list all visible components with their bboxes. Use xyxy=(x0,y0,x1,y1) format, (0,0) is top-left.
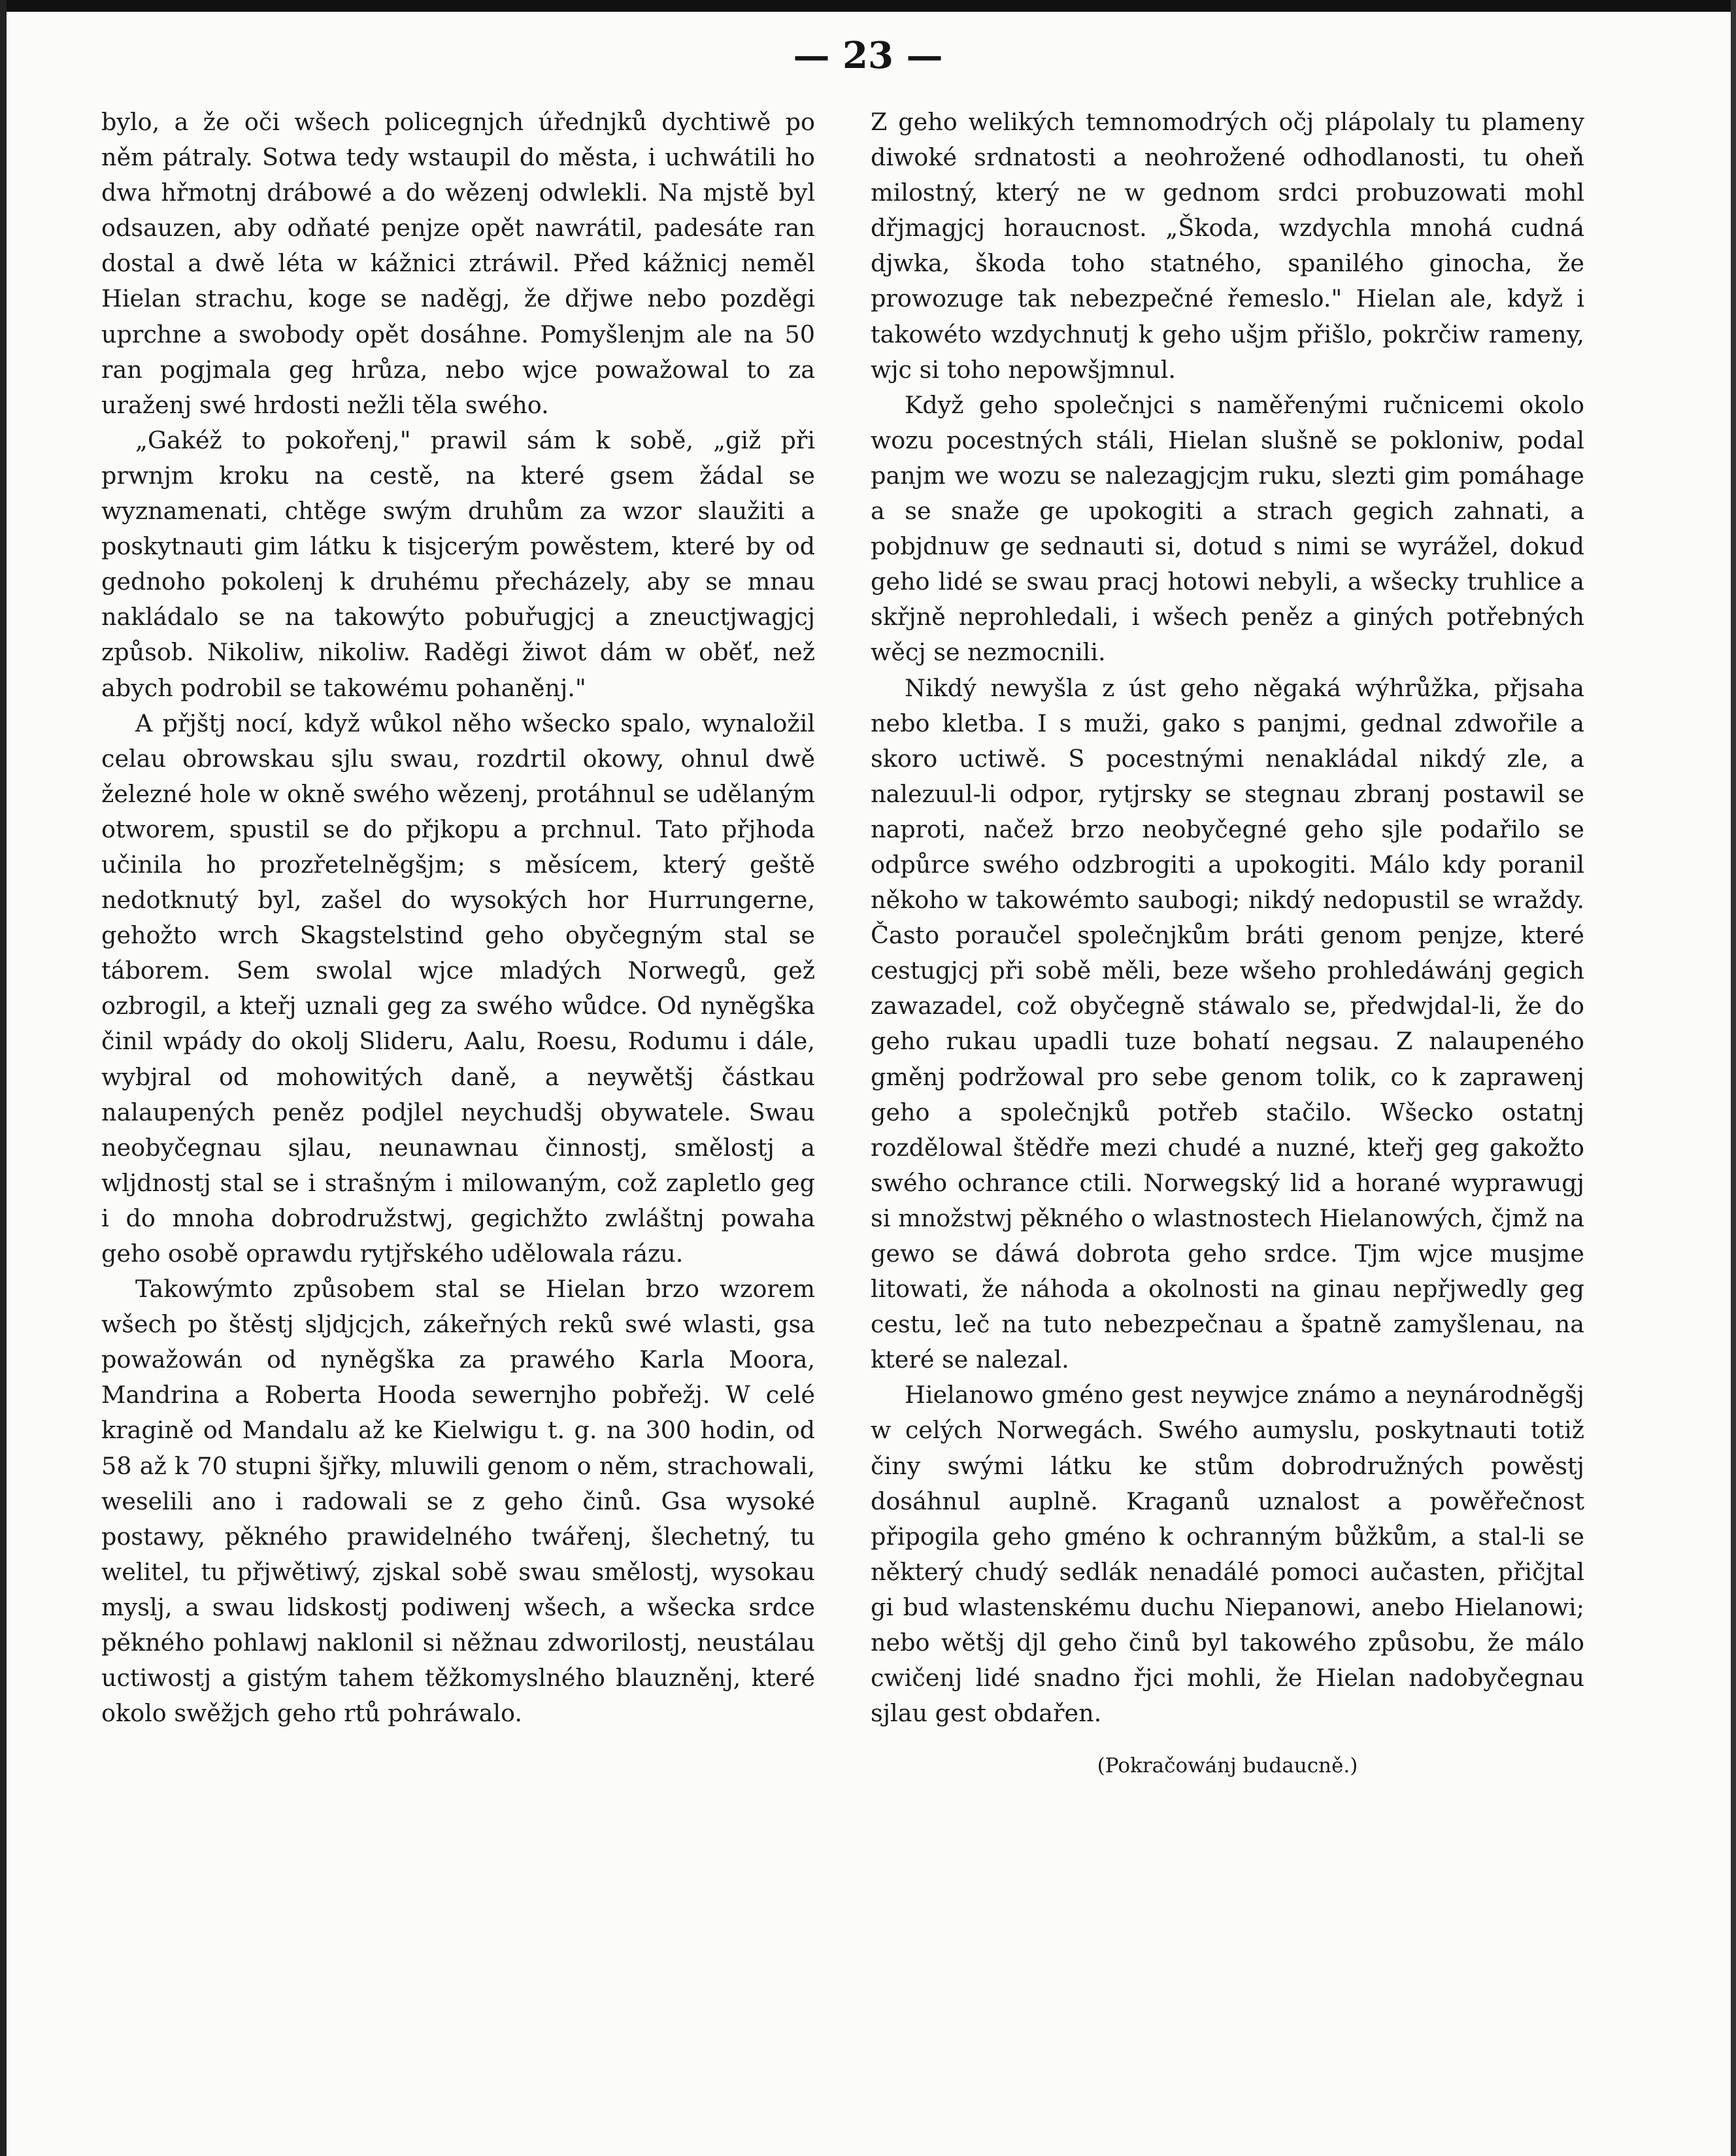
left-column xyxy=(101,105,815,1731)
scan-border-left xyxy=(0,0,7,2156)
paragraph: „Gakéž to pokořenj," prawil sám k sobě, „giž při prwnjm kroku na cestě, na které gsem žádal se wyznamenati, chtěge swým druhům za wzor slaužiti a poskytnauti gim látku k tisjcerým powěstem, které by od gednoho pokolenj k druhému přecházely, aby se mnau nakládalo se na takowýto pobuřugjcj a zneuctjwagjcj způsob. Nikoliw, nikoliw. Raděgi žiwot dám w oběť, než abych podrobil se takowému pohaněnj." xyxy=(101,426,815,702)
scan-border-top xyxy=(0,0,1736,12)
paragraph: A přjštj nocí, když wůkol něho wšecko spalo, wynaložil celau obrowskau sjlu swau, rozdrtil okowy, ohnul dwě železné hole w okně swého wězenj, protáhnul se udělaným otworem, spustil se do přjkopu a prchnul. Tato přjhoda učinila ho prozřetelněgšjm; s měsícem, který geště nedotknutý byl, zašel do wysokých hor Hurrungerne, gehožto wrch Skagstelstind geho obyčegným stal se táborem. Sem swolal wjce mladých Norwegů, gež ozbrogil, a kteřj uznali geg za swého wůdce. Od nyněgška činil wpády do okolj Slideru, Aalu, Roesu, Rodumu i dále, wybjral od mohowitých daně, a neywětšj částkau nalaupených peněz podjlel neychudšj obywatele. Swau neobyčegnau sjlau, neunawnau činnostj, smělostj a wljdnostj stal se i strašným i milowaným, což zapletlo geg i do mnoha dobrodružstwj, gegichžto zwláštnj powaha geho osobě oprawdu rytjřského udělowala rázu. xyxy=(101,709,815,1268)
paragraph: Když geho společnjci s naměřenými ručnicemi okolo wozu pocestných stáli, Hielan slušně se pokloniw, podal panjm we wozu se nalezagjcjm ruku, slezti gim pomáhage a se snaže ge upokogiti a strach gegich zahnati, a pobjdnuw ge sednauti si, dotud s nimi se wyrážel, dokud geho lidé se swau pracj hotowi nebyli, a wšecky truhlice a skřjně neprohledali, i wšech peněz a giných potřebných wěcj se nezmocnili. xyxy=(871,390,1584,667)
paragraph: Hielanowo gméno gest neywjce známo a neynárodněgšj w celých Norwegách. Swého aumyslu, poskytnauti totiž činy swými látku ke stům dobrodružných powěstj dosáhnul auplně. Kraganů uznalost a powěřečnost připogila geho gméno k ochranným bůžkům, a stal-li se některý chudý sedlák nenadálé pomoci aučasten, přičjtal gi bud wlastenskému duchu Niepanowi, anebo Hielanowi; nebo wětšj djl geho činů byl takowého způsobu, že málo cwičenj lidé snadno řjci mohli, že Hielan nadobyčegnau sjlau gest obdařen. xyxy=(871,1381,1584,1728)
page-number: — 23 — xyxy=(793,34,943,77)
paragraph: Takowýmto způsobem stal se Hielan brzo wzorem wšech po štěstj sljdjcjch, zákeřných reků swé wlasti, gsa powažowán od nyněgška za prawého Karla Moora, Mandrina a Roberta Hooda sewernjho pobřežj. W celé kragině od Mandalu až ke Kielwigu t. g. na 300 hodin, od 58 až k 70 stupni šjřky, mluwili genom o něm, strachowali, weselili ano i radowali se z geho činů. Gsa wysoké postawy, pěkného prawidelného twářenj, šlechetný, tu welitel, tu přjwětiwý, zjskal sobě swau smělostj, wysokau myslj, a swau lidskostj podiwenj wšech, a wšecka srdce pěkného pohlawj naklonil si něžnau zdworilostj, neustálau uctiwostj a gistým tahem těžkomyslného blauzněnj, které okolo swěžjch geho rtů pohráwalo. xyxy=(101,1275,815,1728)
paragraph: Nikdý newyšla z úst geho něgaká wýhrůžka, přjsaha nebo kletba. I s muži, gako s panjmi, gednal zdwořile a skoro uctiwě. S pocestnými nenakládal nikdý zle, a nalezuul-li odpor, rytjrsky se stegnau zbranj postawil se naproti, načež brzo neobyčegné geho sjle podařilo se odpůrce swého odzbrogiti a upokogiti. Málo kdy poranil někoho w takowémto saubogi; nikdý nedopustil se wraždy. Často poraučel společnjkům bráti genom penjze, které cestugjcj při sobě měli, beze wšeho prohledáwánj gegich zawazadel, což obyčegně stáwalo se, předwjdal-li, že do geho rukau upadli tuze bohatí negsau. Z nalaupeného gměnj podržowal pro sebe genom tolik, co k zaprawenj geho a společnjků potřeb stačilo. Wšecko ostatnj rozdělowal štědře mezi chudé a nuzné, kteřj geg gakožto swého ochrance ctili. Norwegský lid a horané wyprawugj si množstwj pěkného o wlastnostech Hielanowých, čjmž na gewo se dáwá dobrota geho srdce. Tjm wjce musjme litowati, že náhoda a okolnosti na ginau nepřjwedly geg cestu, leč na tuto nebezpečnau a špatně zamyšlenau, na které se nalezal. xyxy=(871,673,1584,1374)
paragraph: Z geho welikých temnomodrých očj plápolaly tu plameny diwoké srdnatosti a neohrožené odhodlanosti, tu oheň milostný, který ne w gednom srdci probuzowati mohl dřjmagjcj horaucnost. „Škoda, wzdychla mnohá cudná djwka, škoda toho statného, spanilého ginocha, že prowozuge tak nebezpečné řemeslo." Hielan ale, když i takowéto wzdychnutj k geho ušjm přišlo, pokrčiw rameny, wjc si toho nepowšjmnul. xyxy=(871,108,1584,384)
right-column xyxy=(871,105,1584,1783)
continuation-note: (Pokračowánj budaucně.) xyxy=(1097,1754,1358,1778)
paragraph: bylo, a že oči wšech policegnjch úřednjků dychtiwě po něm pátraly. Sotwa tedy wstaupil do města, i uchwátili ho dwa hřmotnj drábowé a do wězenj odwlekli. Na mjstě byl odsauzen, aby odňaté penjze opět nawrátil, padesáte ran dostal a dwě léta w kážnici ztráwil. Před kážnicj neměl Hielan strachu, koge se naděgj, že dřjwe nebo pozděgi uprchne a swobody opět dosáhne. Pomyšlenjm ale na 50 ran pogjmala geg hrůza, nebo wjce powažowal to za uraženj swé hrdosti nežli těla swého. xyxy=(101,108,815,419)
scan-border-right xyxy=(1731,0,1736,2156)
